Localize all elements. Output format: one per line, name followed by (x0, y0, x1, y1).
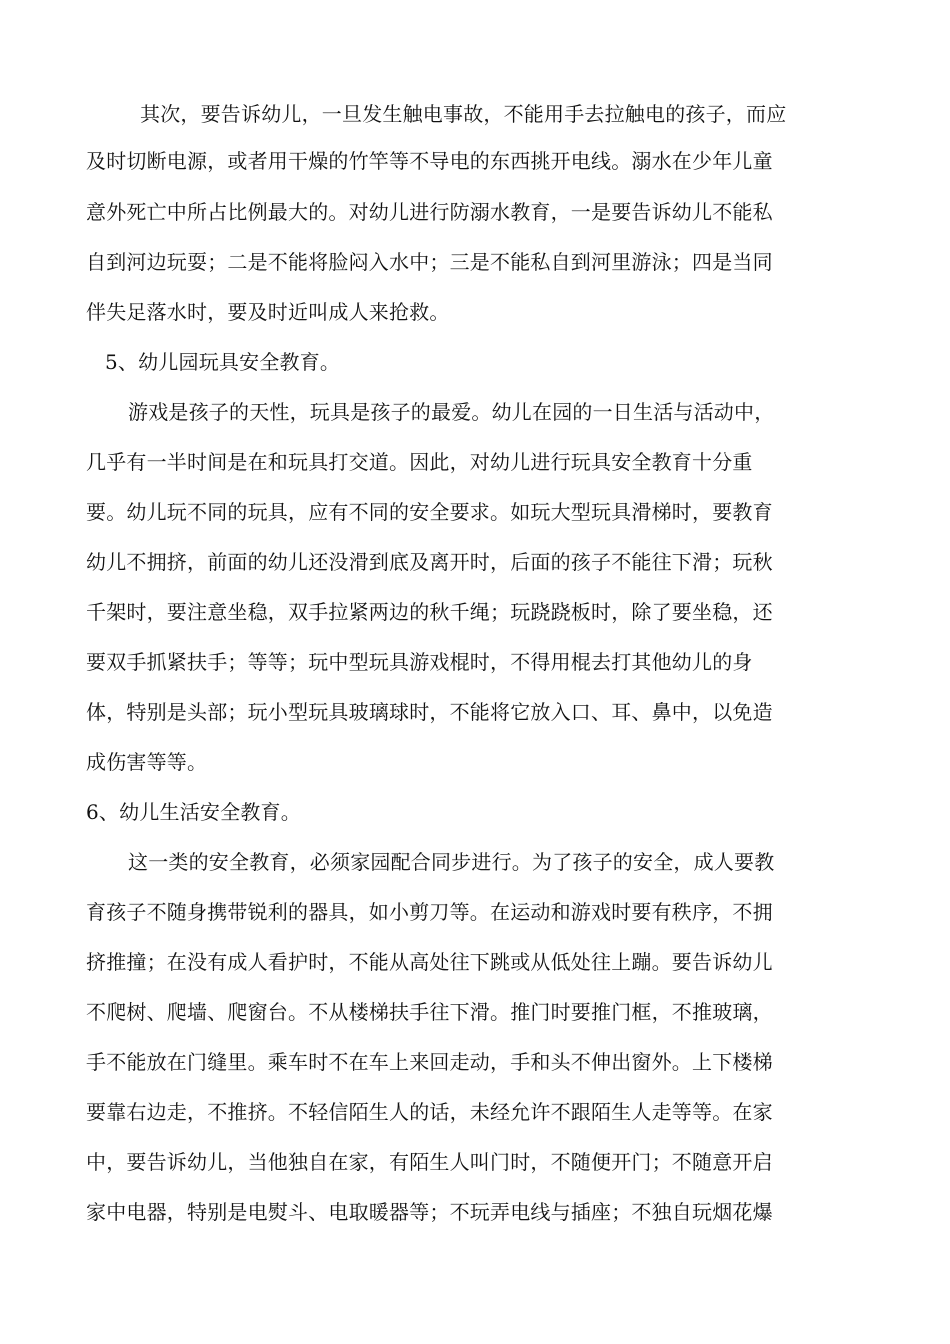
paragraph-line: 不爬树、爬墙、爬窗台。不从楼梯扶手往下滑。推门时要推门框，不推玻璃， (86, 1000, 773, 1024)
paragraph-line: 意外死亡中所占比例最大的。对幼儿进行防溺水教育，一是要告诉幼儿不能私 (86, 200, 773, 224)
section-heading: 6、幼儿生活安全教育。 (86, 800, 301, 824)
paragraph-line: 中，要告诉幼儿，当他独自在家，有陌生人叫门时，不随便开门；不随意开启 (86, 1150, 773, 1174)
paragraph-line: 伴失足落水时，要及时近叫成人来抢救。 (86, 300, 450, 324)
paragraph-line: 其次，要告诉幼儿，一旦发生触电事故，不能用手去拉触电的孩子，而应 (140, 102, 787, 126)
paragraph-line: 要靠右边走，不推挤。不轻信陌生人的话，未经允许不跟陌生人走等等。在家 (86, 1100, 773, 1124)
paragraph-line: 体，特别是头部；玩小型玩具玻璃球时，不能将它放入口、耳、鼻中，以免造 (86, 700, 773, 724)
paragraph-line: 挤推撞；在没有成人看护时，不能从高处往下跳或从低处往上蹦。要告诉幼儿 (86, 950, 773, 974)
paragraph-line: 手不能放在门缝里。乘车时不在车上来回走动，手和头不伸出窗外。上下楼梯 (86, 1050, 773, 1074)
paragraph-line: 要双手抓紧扶手；等等；玩中型玩具游戏棍时，不得用棍去打其他幼儿的身 (86, 650, 753, 674)
paragraph-line: 游戏是孩子的天性，玩具是孩子的最爱。幼儿在园的一日生活与活动中， (128, 400, 775, 424)
paragraph-line: 这一类的安全教育，必须家园配合同步进行。为了孩子的安全，成人要教 (128, 850, 775, 874)
paragraph-line: 几乎有一半时间是在和玩具打交道。因此，对幼儿进行玩具安全教育十分重 (86, 450, 753, 474)
paragraph-line: 成伤害等等。 (86, 750, 208, 774)
paragraph-line: 自到河边玩耍；二是不能将脸闷入水中；三是不能私自到河里游泳；四是当同 (86, 250, 773, 274)
paragraph-line: 育孩子不随身携带锐利的器具，如小剪刀等。在运动和游戏时要有秩序，不拥 (86, 900, 773, 924)
paragraph-line: 要。幼儿玩不同的玩具，应有不同的安全要求。如玩大型玩具滑梯时，要教育 (86, 500, 773, 524)
paragraph-line: 家中电器，特别是电熨斗、电取暖器等；不玩弄电线与插座；不独自玩烟花爆 (86, 1200, 773, 1224)
paragraph-line: 千架时，要注意坐稳，双手拉紧两边的秋千绳；玩跷跷板时，除了要坐稳，还 (86, 600, 773, 624)
paragraph-line: 及时切断电源，或者用干燥的竹竿等不导电的东西挑开电线。溺水在少年儿童 (86, 149, 773, 173)
section-heading: 5、幼儿园玩具安全教育。 (105, 350, 341, 374)
paragraph-line: 幼儿不拥挤，前面的幼儿还没滑到底及离开时，后面的孩子不能往下滑；玩秋 (86, 550, 773, 574)
